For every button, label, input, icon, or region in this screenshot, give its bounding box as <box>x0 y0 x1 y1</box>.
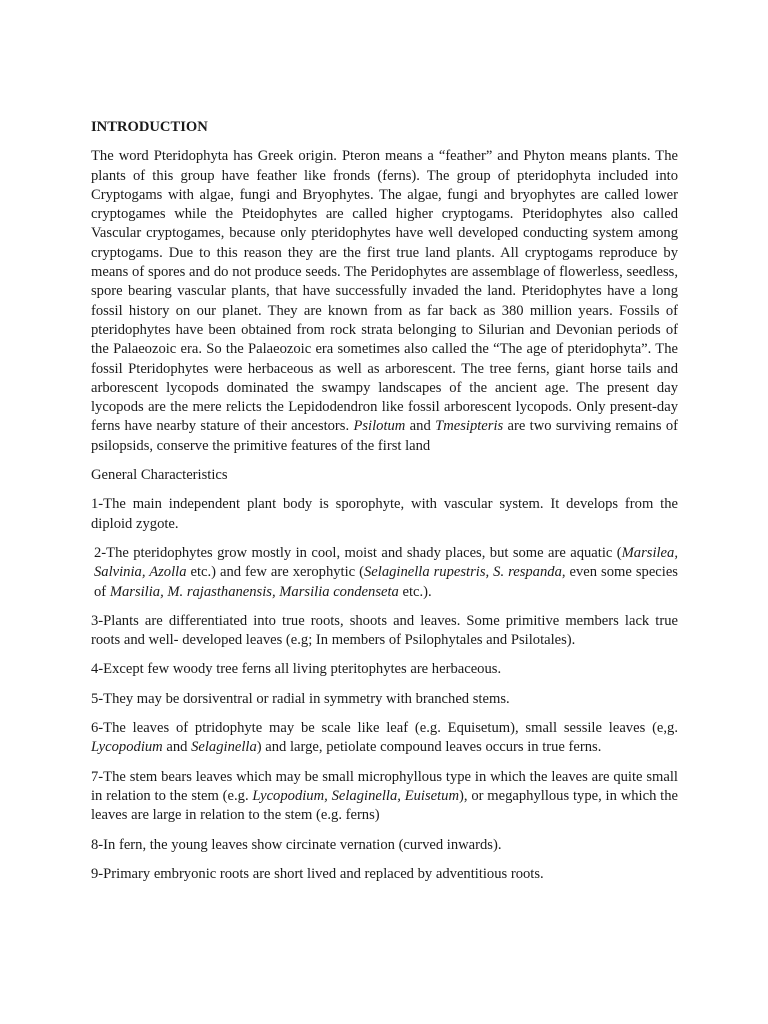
char2-text-c: , even some species of <box>94 564 678 600</box>
char6-text-c: ) and large, petiolate compound leaves occurs in true ferns. <box>256 739 602 756</box>
characteristic-3: 3-Plants are differentiated into true roots, shoots and leaves. Some primitive members lack true roots and well- developed leaves (e.g; In members of Psilophytales and Psilotales). <box>91 612 678 649</box>
char6-text-a: 6-The leaves of ptridophyte may be scale like leaf (e.g. Equisetum), small sessile leaves (e,g. <box>91 720 678 737</box>
char2-italic-species: Marsilia, M. rajasthanensis, Marsilia condenseta <box>109 583 399 600</box>
char2-text-b: etc.) and few are xerophytic ( <box>186 564 364 581</box>
characteristic-5: 5-They may be dorsiventral or radial in symmetry with branched stems. <box>91 690 510 707</box>
char6-italic-lycopodium: Lycopodium <box>91 739 163 756</box>
characteristic-1: 1-The main independent plant body is sporophyte, with vascular system. It develops from the diploid zygote. <box>91 496 678 532</box>
characteristic-8: 8-In fern, the young leaves show circinate vernation (curved inwards). <box>91 836 502 853</box>
char2-italic-xerophytic: Selaginella rupestris, S. respanda <box>363 564 562 581</box>
char6-italic-selaginella: Selaginella <box>191 739 257 756</box>
char7-italic-examples: Lycopodium, Selaginella, Euisetum <box>252 787 460 804</box>
char2-text-d: etc.). <box>398 583 432 600</box>
intro-text-a: The word Pteridophyta has Greek origin. Pteron means a “feather” and Phyton means plants. The plants of this group have feather like fronds (ferns). The group of pteridophyta included into Cryptogams with algae, fungi and Bryophytes. The algae, fungi and bryophytes are called lower cryptogames while the Pteidophytes are called higher cryptogams. Pteridophytes also called Vascular cryptogames, because only pteridophytes have well developed conducting system among cryptogams. Due to this reason they are the first true land plants. All cryptogams reproduce by means of spores and do not produce seeds. The Peridophytes are assemblage of flowerless, seedless, spore bearing vascular plants, that have successfully invaded the land. Pteridophytes have a long fossil history on our planet. They are known from as far back as 380 million years. Fossils of pteridophytes have been obtained from rock strata belonging to Silurian and Devonian periods of the Palaeozoic era. So the Palaeozoic era sometimes also called the “The age of pteridophyta”. The fossil Pteridophytes were herbaceous as well as arborescent. The tree ferns, giant horse tails and arborescent lycopods dominated the swampy landscapes of the ancient age. The present day lycopods are the mere relicts the Lepidodendron like fossil arborescent lycopods. Only present-day ferns have nearby stature of their ancestors. <box>91 148 678 435</box>
document-page <box>91 118 678 894</box>
characteristic-4: 4-Except few woody tree ferns all living pteritophytes are herbaceous. <box>91 661 502 678</box>
intro-italic-psilotum: Psilotum <box>353 418 406 435</box>
char2-text-a: 2-The pteridophytes grow mostly in cool, moist and shady places, but some are aquatic ( <box>94 544 622 561</box>
characteristic-2 <box>91 544 678 602</box>
general-characteristics-heading: General Characteristics <box>91 467 228 484</box>
characteristic-7 <box>91 768 678 826</box>
char2-italic-aquatic: Marsilea, Salvinia, Azolla <box>94 544 678 581</box>
intro-italic-tmesipteris: Tmesipteris <box>435 418 504 435</box>
intro-text-c: are two surviving remains of psilopsids, conserve the primitive features of the first land <box>91 418 679 454</box>
characteristic-9: 9-Primary embryonic roots are short lived and replaced by adventitious roots. <box>91 865 544 882</box>
char7-text-a: 7-The stem bears leaves which may be small microphyllous type in which the leaves are quite small in relation to the stem (e.g. <box>91 768 678 804</box>
char7-text-b: ), or megaphyllous type, in which the leaves are large in relation to the stem (e.g. ferns) <box>91 787 678 824</box>
characteristic-6 <box>91 719 678 758</box>
intro-paragraph <box>91 147 678 456</box>
section-heading: INTRODUCTION <box>91 119 208 135</box>
char6-text-b: and <box>162 739 192 756</box>
intro-text-b: and <box>405 418 436 435</box>
